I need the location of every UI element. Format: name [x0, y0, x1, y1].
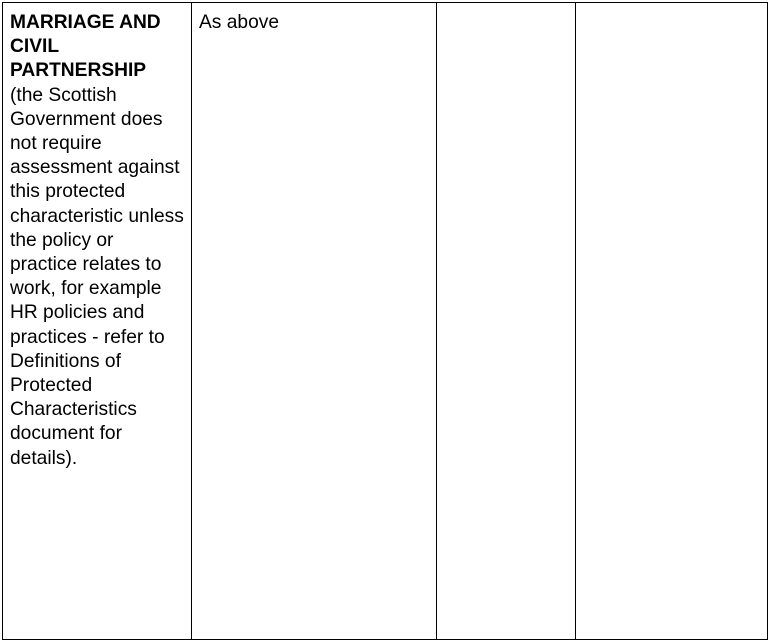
table-row: [3, 3, 768, 640]
column-2-cell: [192, 3, 437, 640]
column-3-cell: [437, 3, 576, 640]
equality-assessment-table: [2, 2, 768, 640]
column-4-cell: [576, 3, 768, 640]
column-2-text: As above: [199, 12, 280, 33]
characteristic-note: (the Scottish Government does not require assessment against this protected characteristic unless the policy or practice relates to work, for example HR policies and practices - refer to Definitions of Protected Characteristics document for details).: [10, 84, 184, 469]
characteristic-cell: [3, 3, 192, 640]
characteristic-heading: MARRIAGE AND CIVIL PARTNERSHIP: [10, 12, 161, 82]
